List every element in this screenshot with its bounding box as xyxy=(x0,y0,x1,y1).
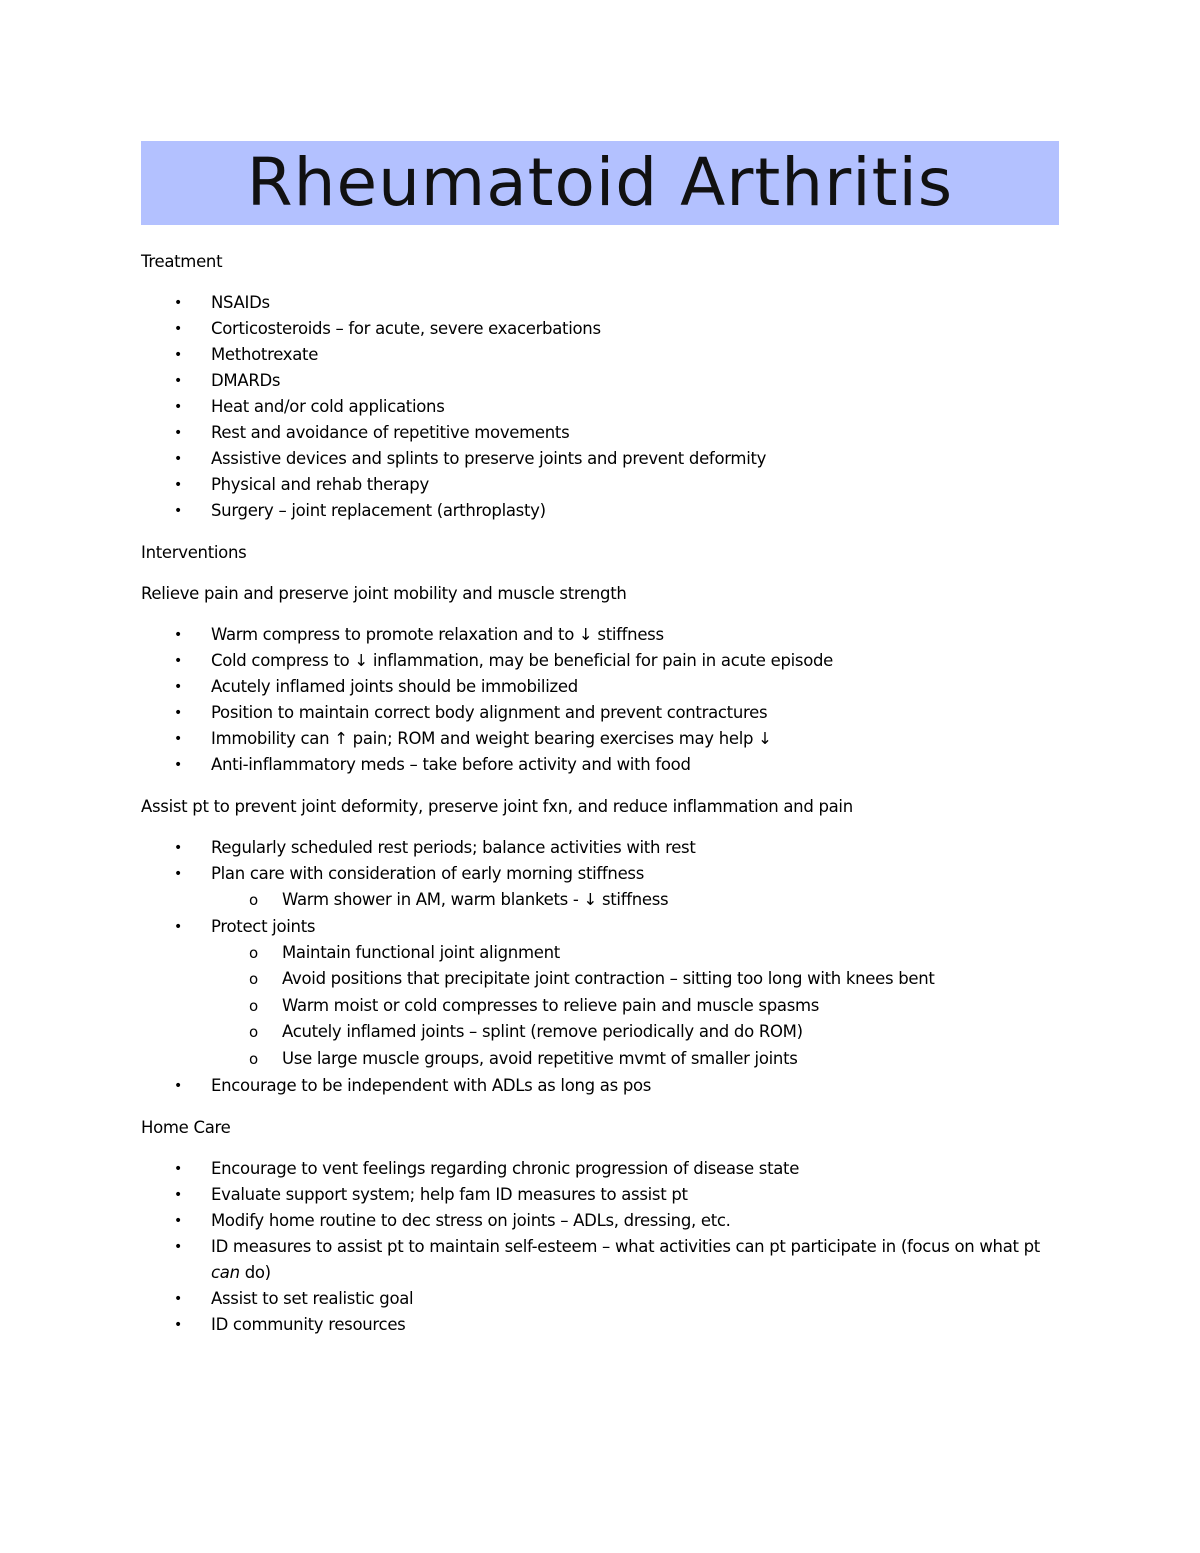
interventions-group2-title: Assist pt to prevent joint deformity, preserve joint fxn, and reduce inflammation and pain xyxy=(141,797,853,816)
bullet-icon: • xyxy=(174,705,182,721)
circle-bullet-icon: o xyxy=(249,970,258,989)
list-item: • Modify home routine to dec stress on joints – ADLs, dressing, etc. xyxy=(141,1208,1059,1234)
homecare-list xyxy=(141,1156,1059,1338)
sub-list-item: o Avoid positions that precipitate joint contraction – sitting too long with knees bent xyxy=(211,966,1059,993)
sub-list xyxy=(211,887,1059,914)
bullet-icon: • xyxy=(174,451,182,467)
document-page xyxy=(141,141,1059,1354)
list-item: • Position to maintain correct body alignment and prevent contractures xyxy=(141,700,1059,726)
bullet-icon: • xyxy=(174,731,182,747)
list-item: • Surgery – joint replacement (arthroplasty) xyxy=(141,498,1059,524)
circle-bullet-icon: o xyxy=(249,943,258,962)
bullet-icon: • xyxy=(174,1186,182,1203)
sub-list-item: o Maintain functional joint alignment xyxy=(211,940,1059,967)
sub-list xyxy=(211,940,1059,1073)
homecare-heading: Home Care xyxy=(141,1117,231,1137)
bullet-icon: • xyxy=(174,1290,182,1307)
bullet-icon: • xyxy=(174,918,182,935)
bullet-icon: • xyxy=(174,627,182,643)
list-item: • Rest and avoidance of repetitive movements xyxy=(141,420,1059,446)
list-item: • Regularly scheduled rest periods; balance activities with rest xyxy=(141,835,1059,861)
bullet-icon: • xyxy=(174,373,182,389)
list-item: • Physical and rehab therapy xyxy=(141,472,1059,498)
list-item: • Encourage to be independent with ADLs as long as pos xyxy=(141,1073,1059,1099)
bullet-icon: • xyxy=(174,1238,182,1255)
list-item: • Immobility can ↑ pain; ROM and weight bearing exercises may help ↓ xyxy=(141,726,1059,752)
bullet-icon: • xyxy=(174,866,182,882)
bullet-icon: • xyxy=(174,653,182,669)
title-banner xyxy=(141,141,1059,225)
list-item: • Cold compress to ↓ inflammation, may be beneficial for pain in acute episode xyxy=(141,648,1059,674)
list-item: • Encourage to vent feelings regarding chronic progression of disease state xyxy=(141,1156,1059,1182)
circle-bullet-icon: o xyxy=(249,1023,258,1042)
bullet-icon: • xyxy=(174,757,182,773)
list-item: • Methotrexate xyxy=(141,342,1059,368)
list-item: • Protect joints o Maintain functional joint alignment o Avoid positions that precipitate joint contraction – sitting too long with knees bent o Warm moist or cold compresses to relieve pain and muscle spasms o Acutely inflamed joints – splint (remove periodically and do ROM) o Use large muscle groups, avoid repetitive mvmt of smaller joints xyxy=(141,914,1059,1073)
list-item: • Acutely inflamed joints should be immobilized xyxy=(141,674,1059,700)
bullet-icon: • xyxy=(174,425,182,441)
list-item: • Anti-inflammatory meds – take before activity and with food xyxy=(141,752,1059,778)
bullet-icon: • xyxy=(174,399,182,415)
bullet-icon: • xyxy=(174,477,182,493)
list-item: • DMARDs xyxy=(141,368,1059,394)
bullet-icon: • xyxy=(174,1077,182,1094)
circle-bullet-icon: o xyxy=(249,996,258,1015)
emphasis-text: can xyxy=(211,1262,240,1282)
sub-list-item: o Use large muscle groups, avoid repetitive mvmt of smaller joints xyxy=(211,1046,1059,1073)
bullet-icon: • xyxy=(174,1316,182,1333)
list-item: • Plan care with consideration of early morning stiffness o Warm shower in AM, warm blankets - ↓ stiffness xyxy=(141,861,1059,914)
document-title: Rheumatoid Arthritis xyxy=(246,144,954,221)
sub-list-item: o Warm moist or cold compresses to relieve pain and muscle spasms xyxy=(211,993,1059,1020)
circle-bullet-icon: o xyxy=(249,891,258,909)
bullet-icon: • xyxy=(174,321,182,337)
list-item: • Corticosteroids – for acute, severe exacerbations xyxy=(141,316,1059,342)
list-item: • Warm compress to promote relaxation and to ↓ stiffness xyxy=(141,622,1059,648)
list-item: • Assist to set realistic goal xyxy=(141,1286,1059,1312)
interventions-group1-list xyxy=(141,622,1059,778)
bullet-icon: • xyxy=(174,679,182,695)
list-item: • ID community resources xyxy=(141,1312,1059,1338)
list-item: • Assistive devices and splints to preserve joints and prevent deformity xyxy=(141,446,1059,472)
list-item: • Heat and/or cold applications xyxy=(141,394,1059,420)
bullet-icon: • xyxy=(174,347,182,363)
interventions-group2-list xyxy=(141,835,1059,1099)
bullet-icon: • xyxy=(174,1160,182,1177)
sub-list-item: o Acutely inflamed joints – splint (remove periodically and do ROM) xyxy=(211,1019,1059,1046)
bullet-icon: • xyxy=(174,1212,182,1229)
circle-bullet-icon: o xyxy=(249,1049,258,1068)
treatment-heading: Treatment xyxy=(141,252,223,271)
list-item: • Evaluate support system; help fam ID measures to assist pt xyxy=(141,1182,1059,1208)
treatment-list xyxy=(141,290,1059,524)
bullet-icon: • xyxy=(174,295,182,311)
sub-list-item: o Warm shower in AM, warm blankets - ↓ stiffness xyxy=(211,887,1059,914)
interventions-group1-title: Relieve pain and preserve joint mobility and muscle strength xyxy=(141,584,627,603)
bullet-icon: • xyxy=(174,840,182,856)
interventions-heading: Interventions xyxy=(141,543,247,562)
list-item: • NSAIDs xyxy=(141,290,1059,316)
list-item: • ID measures to assist pt to maintain self-esteem – what activities can pt participate in (focus on what pt can do) xyxy=(141,1234,1059,1286)
bullet-icon: • xyxy=(174,503,182,519)
